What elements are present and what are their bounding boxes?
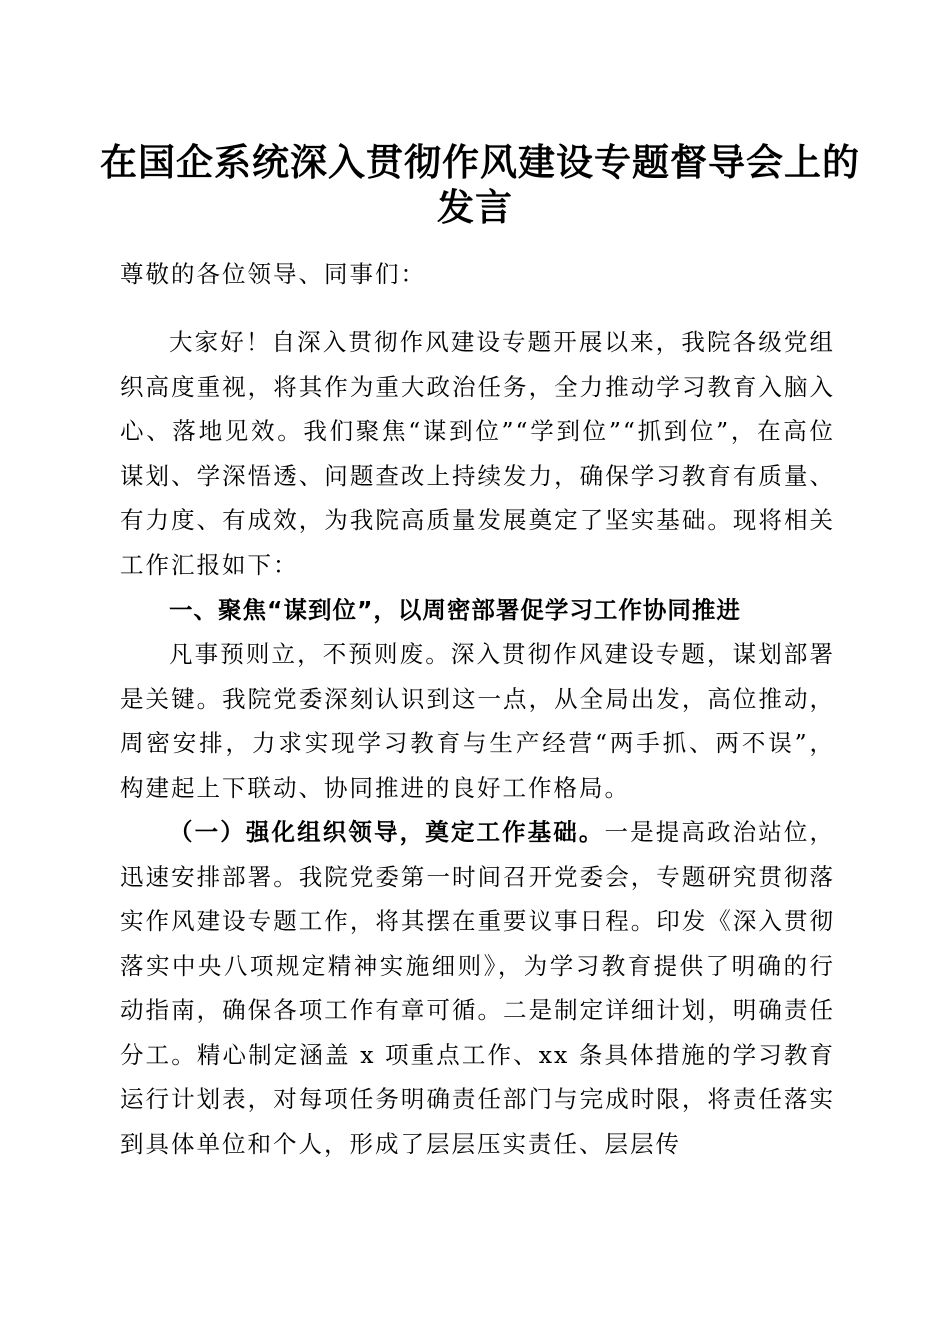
- paragraph-subsection-1: [120, 810, 835, 1166]
- subsection-body: 一是提高政治站位，迅速安排部署。我院党委第一时间召开党委会，专题研究贯彻落实作风建设专题工作，将其摆在重要议事日程。印发《深入贯彻落实中央八项规定精神实施细则》，为学习教育提供了明确的行动指南，确保各项工作有章可循。二是制定详细计划，明确责任分工。精心制定涵盖 x 项重点工作、xx 条具体措施的学习教育运行计划表，对每项任务明确责任部门与完成时限，将责任落实到具体单位和个人，形成了层层压实责任、层层传: [120, 818, 836, 1158]
- subsection-lead: （一）强化组织领导，奠定工作基础。: [169, 818, 605, 846]
- paragraph-intro: 大家好！自深入贯彻作风建设专题开展以来，我院各级党组织高度重视，将其作为重大政治任务，全力推动学习教育入脑入心、落地见效。我们聚焦“谋到位”“学到位”“抓到位”，在高位谋划、学深悟透、问题查改上持续发力，确保学习教育有质量、有力度、有成效，为我院高质量发展奠定了坚实基础。现将相关工作汇报如下：: [120, 328, 835, 579]
- section-heading-1: 一、聚焦“谋到位”，以周密部署促学习工作协同推进: [169, 596, 741, 624]
- salutation: 尊敬的各位领导、同事们：: [120, 260, 426, 288]
- document-title-line-1: 在国企系统深入贯彻作风建设专题督导会上的: [100, 140, 860, 184]
- paragraph-section-1-intro: 凡事预则立，不预则废。深入贯彻作风建设专题，谋划部署是关键。我院党委深刻认识到这一点，从全局出发，高位推动，周密安排，力求实现学习教育与生产经营“两手抓、两不误”，构建起上下联动、协同推进的良好工作格局。: [120, 640, 835, 802]
- document-title-line-2: 发言: [437, 185, 513, 229]
